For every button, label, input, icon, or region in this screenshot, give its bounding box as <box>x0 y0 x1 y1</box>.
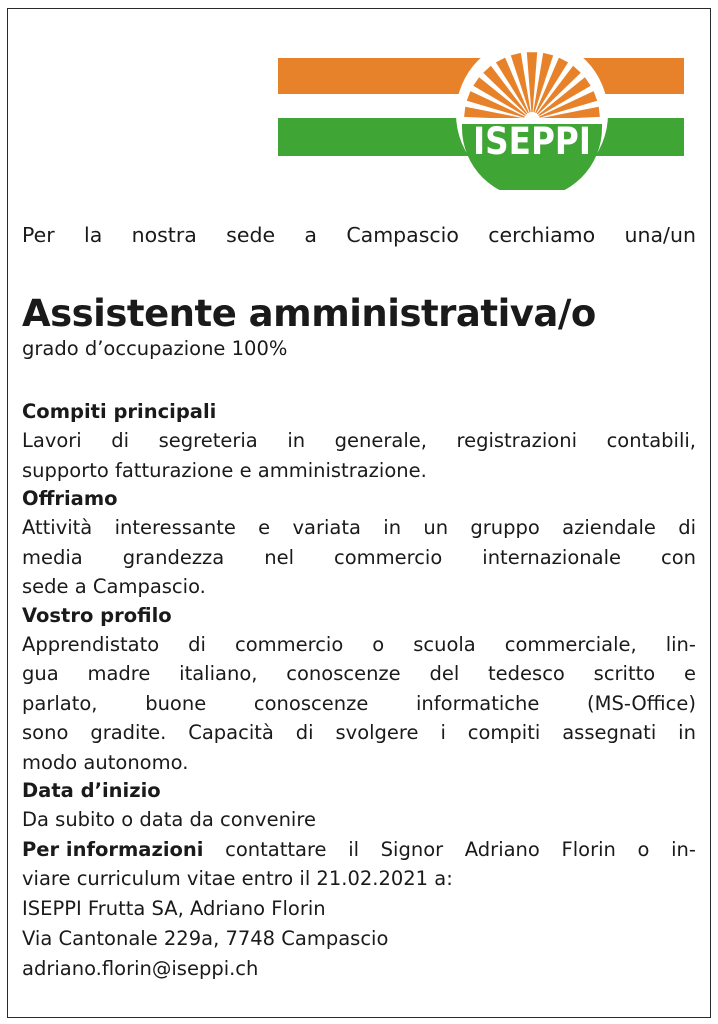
tasks-line-1-word: segreteria <box>158 429 258 452</box>
info-line-1-word: Signor <box>380 837 444 861</box>
profile-line-1-word: commerciale, <box>504 632 637 656</box>
contact-company: ISEPPI Frutta SA, Adriano Florin <box>22 896 326 920</box>
info-text <box>22 835 696 894</box>
tasks-line-1-word: generale, <box>334 429 427 452</box>
profile-line-3-word: conoscenze <box>253 691 369 715</box>
profile-line-3-word: parlato, <box>22 691 98 715</box>
tasks-line-1-word: contabili, <box>606 429 696 452</box>
profile-line-1-word: Apprendistato <box>22 632 160 656</box>
info-line-1-word: o <box>637 837 650 861</box>
profile-line-3-word: informatiche <box>416 691 540 715</box>
offer-text <box>22 513 696 602</box>
profile-line-4-word: di <box>295 721 314 744</box>
iseppi-logo <box>278 38 684 190</box>
offer-line-1-word: un <box>423 516 449 539</box>
offer-line-2-word: commercio <box>333 545 443 569</box>
profile-line-3 <box>22 689 696 719</box>
offer-line-1-word: variata <box>292 516 361 539</box>
offer-line-1-word: e <box>258 516 271 539</box>
profile-line-3-word: (MS-Office) <box>587 691 696 715</box>
info-line-1-word: Florin <box>561 837 616 861</box>
profile-line-4-word: in <box>678 721 696 744</box>
offer-line-2-word: grandezza <box>122 545 225 569</box>
offer-line-2-word: nel <box>264 545 294 569</box>
profile-line-5: modo autonomo. <box>22 750 189 774</box>
offer-line-3: sede a Campascio. <box>22 575 206 598</box>
contact-email[interactable]: adriano.florin@iseppi.ch <box>22 956 259 980</box>
tasks-text <box>22 426 696 485</box>
profile-line-4-word: i <box>440 721 446 744</box>
ad-content <box>22 220 696 984</box>
logo-text: ISEPPI <box>473 120 591 163</box>
profile-line-4-word: gradite. <box>90 721 167 744</box>
profile-line-4-word: compiti <box>467 721 541 744</box>
profile-line-3-word: buone <box>145 691 207 715</box>
info-label: Per informazioni <box>22 837 204 861</box>
info-line-1-word: il <box>348 837 360 861</box>
profile-line-2-word: tedesco <box>488 662 565 685</box>
profile-line-1-word: commercio <box>234 632 344 656</box>
tasks-line-2: supporto fatturazione e amministrazione. <box>22 458 427 482</box>
profile-line-4 <box>22 718 696 748</box>
start-heading: Data d’inizio <box>22 779 161 802</box>
profile-line-2-word: e <box>683 662 696 685</box>
offer-line-1-word: gruppo <box>470 516 540 539</box>
intro-word: una/un <box>624 223 696 247</box>
profile-heading: Vostro profilo <box>22 603 172 627</box>
intro-word: nostra <box>131 223 197 247</box>
profile-line-4-word: sono <box>22 721 69 744</box>
profile-line-2-word: gua <box>22 662 59 685</box>
intro-line <box>22 220 696 250</box>
profile-line-4-word: assegnati <box>562 721 657 744</box>
intro-word: cerchiamo <box>488 223 596 247</box>
offer-heading: Offriamo <box>22 487 118 510</box>
info-line-2: viare curriculum vitae entro il 21.02.2021 a: <box>22 867 453 890</box>
job-title: Assistente amministrativa/o <box>22 292 596 335</box>
profile-line-1-word: di <box>188 632 206 656</box>
offer-line-1-word: interessante <box>114 516 236 539</box>
profile-line-1 <box>22 630 696 660</box>
profile-line-2-word: madre <box>87 662 151 685</box>
tasks-line-1-word: registrazioni <box>456 429 578 452</box>
offer-line-1-word: aziendale <box>562 516 656 539</box>
offer-line-2-word: internazionale <box>482 545 621 569</box>
info-line-1-word: contattare <box>225 837 327 861</box>
intro-word: Per <box>22 223 55 247</box>
tasks-heading: Compiti principali <box>22 400 217 423</box>
intro-word: la <box>84 223 103 247</box>
occupation-rate: grado d’occupazione 100% <box>22 337 288 360</box>
tasks-line-1-word: in <box>287 429 306 452</box>
profile-line-4-word: Capacità <box>188 721 274 744</box>
tasks-line-1 <box>22 426 696 456</box>
offer-line-1-word: in <box>383 516 402 539</box>
profile-line-1-word: scuola <box>413 632 476 656</box>
profile-line-2-word: conoscenze <box>286 662 401 685</box>
offer-line-2-word: media <box>22 545 83 569</box>
profile-line-1-word: o <box>372 632 385 656</box>
intro-word: sede <box>226 223 276 247</box>
info-line-1-word: in- <box>671 837 696 861</box>
intro-word: a <box>304 223 317 247</box>
offer-line-2-word: con <box>660 545 696 569</box>
profile-line-2-word: italiano, <box>179 662 258 685</box>
profile-line-2-word: scritto <box>593 662 656 685</box>
info-line-1 <box>22 835 696 865</box>
profile-line-4-word: svolgere <box>335 721 419 744</box>
profile-text <box>22 630 696 778</box>
tasks-line-1-word: Lavori <box>22 429 82 452</box>
offer-line-2 <box>22 543 696 573</box>
offer-line-1-word: Attività <box>22 516 93 539</box>
info-line-1-word: Adriano <box>464 837 540 861</box>
tasks-line-1-word: di <box>111 429 130 452</box>
contact-address: Via Cantonale 229a, 7748 Campascio <box>22 926 389 950</box>
profile-line-2-word: del <box>429 662 460 685</box>
offer-line-1-word: di <box>678 516 696 539</box>
intro-word: Campascio <box>346 223 459 247</box>
start-text: Da subito o data da convenire <box>22 808 316 831</box>
profile-line-1-word: lin- <box>665 632 696 656</box>
profile-line-2 <box>22 659 696 689</box>
offer-line-1 <box>22 513 696 543</box>
